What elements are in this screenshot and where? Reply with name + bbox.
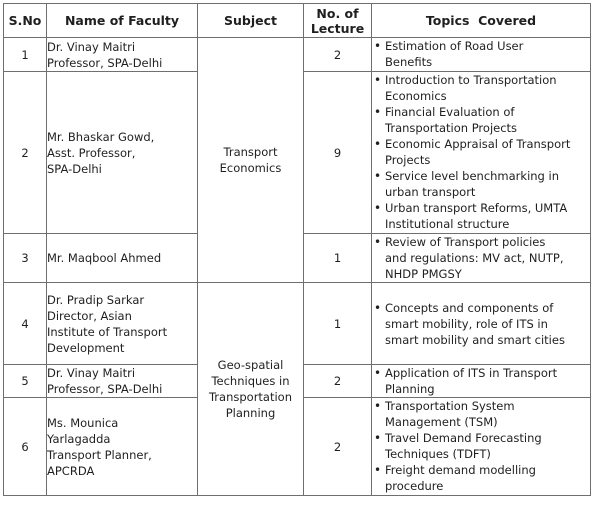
topic-line: • Financial Evaluation of	[385, 105, 515, 119]
topic-line: Planning	[385, 382, 435, 396]
faculty-line: Dr. Pradip Sarkar	[47, 292, 145, 307]
topic-item	[372, 168, 590, 200]
topic-line: • Travel Demand Forecasting	[385, 431, 542, 445]
subject-line: Planning	[225, 406, 276, 420]
topic-line: and regulations: MV act, NUTP,	[385, 251, 564, 265]
row-3-faculty	[47, 234, 198, 283]
topic-line: Economics	[385, 89, 447, 103]
topic-item	[372, 300, 590, 348]
topic-item	[372, 104, 590, 136]
header-subject: Subject	[198, 4, 304, 38]
topic-line: • Freight demand modelling	[385, 463, 536, 477]
subject-line: Economics	[219, 161, 282, 175]
topic-line: • Urban transport Reforms, UMTA	[385, 201, 568, 215]
faculty-schedule-table	[3, 3, 591, 496]
topic-line: • Introduction to Transportation	[385, 73, 557, 87]
topic-line: • Transportation System	[385, 399, 515, 413]
topic-item	[372, 398, 590, 430]
row-4-sno: 4	[4, 283, 47, 365]
topic-line: smart mobility, role of ITS in	[385, 316, 548, 331]
row-6-sno: 6	[4, 398, 47, 496]
header-topics	[372, 4, 591, 38]
subject-line: Transport	[223, 145, 278, 159]
row-5-lectures: 2	[304, 365, 372, 398]
header-lectures	[304, 4, 372, 38]
row-2-faculty	[47, 72, 198, 234]
subject-geospatial	[198, 283, 304, 496]
subject-line: Transportation	[208, 390, 293, 404]
faculty-line: Transport Planner,	[47, 447, 152, 462]
row-1-topics	[372, 38, 591, 72]
faculty-line: Professor, SPA-Delhi	[47, 382, 163, 396]
row-5-sno: 5	[4, 365, 47, 398]
topic-item	[372, 38, 590, 70]
header-faculty: Name of Faculty	[47, 4, 198, 38]
row-2-lectures: 9	[304, 72, 372, 234]
faculty-line: Asst. Professor,	[47, 145, 136, 160]
row-5-faculty	[47, 365, 198, 398]
topic-line: • Concepts and components of	[385, 300, 554, 315]
faculty-line: Development	[47, 340, 125, 355]
faculty-line: Professor, SPA-Delhi	[47, 55, 163, 70]
topic-line: • Service level benchmarking in	[385, 169, 559, 183]
faculty-line: Dr. Vinay Maitri	[47, 366, 136, 380]
topic-line: Institutional structure	[385, 217, 510, 231]
topic-line: • Application of ITS in Transport	[385, 366, 558, 380]
topic-line: smart mobility and smart cities	[385, 332, 565, 347]
row-6-topics	[372, 398, 591, 496]
header-lectures-line2: Lecture	[310, 20, 365, 36]
faculty-line: Yarlagadda	[47, 431, 111, 446]
row-3-sno: 3	[4, 234, 47, 283]
row-4-lectures: 1	[304, 283, 372, 365]
subject-transport-economics	[198, 38, 304, 283]
row-2-sno: 2	[4, 72, 47, 234]
faculty-line: Ms. Mounica	[47, 415, 119, 430]
faculty-line: APCRDA	[47, 463, 95, 478]
faculty-line: Director, Asian	[47, 308, 132, 323]
topic-line: Benefits	[385, 55, 433, 69]
row-6-faculty	[47, 398, 198, 496]
topic-item	[372, 365, 590, 397]
header-row	[4, 4, 591, 38]
topic-line: urban transport	[385, 185, 476, 199]
topic-item	[372, 200, 590, 232]
header-topics-label: Topics Covered	[425, 13, 537, 28]
row-4-faculty	[47, 283, 198, 365]
topic-line: Transportation Projects	[385, 121, 518, 135]
faculty-line: Mr. Bhaskar Gowd,	[47, 129, 155, 144]
faculty-line: SPA-Delhi	[47, 161, 102, 176]
topic-item	[372, 430, 590, 462]
table-row	[4, 283, 591, 365]
faculty-line: Dr. Vinay Maitri	[47, 39, 136, 54]
row-3-lectures: 1	[304, 234, 372, 283]
subject-line: Techniques in	[211, 374, 290, 388]
faculty-line: Mr. Maqbool Ahmed	[47, 251, 162, 265]
row-5-topics	[372, 365, 591, 398]
topic-line: NHDP PMGSY	[385, 267, 462, 281]
header-lectures-line1: No. of	[316, 5, 359, 21]
row-6-lectures: 2	[304, 398, 372, 496]
subject-line: Geo-spatial	[217, 358, 284, 372]
table-row	[4, 38, 591, 72]
row-1-sno: 1	[4, 38, 47, 72]
topic-line: procedure	[385, 479, 444, 493]
topic-line: Projects	[385, 153, 431, 167]
row-1-faculty	[47, 38, 198, 72]
row-1-lectures: 2	[304, 38, 372, 72]
faculty-line: Institute of Transport	[47, 324, 168, 339]
topic-item	[372, 234, 590, 282]
row-4-topics	[372, 283, 591, 365]
topic-item	[372, 72, 590, 104]
topic-line: • Economic Appraisal of Transport	[385, 137, 571, 151]
row-3-topics	[372, 234, 591, 283]
topic-item	[372, 462, 590, 494]
topic-line: Management (TSM)	[385, 415, 498, 429]
row-2-topics	[372, 72, 591, 234]
topic-line: • Review of Transport policies	[385, 235, 546, 249]
topic-line: Techniques (TDFT)	[385, 447, 491, 461]
topic-item	[372, 136, 590, 168]
topic-line: • Estimation of Road User	[385, 39, 524, 53]
header-sno: S.No	[4, 4, 47, 38]
